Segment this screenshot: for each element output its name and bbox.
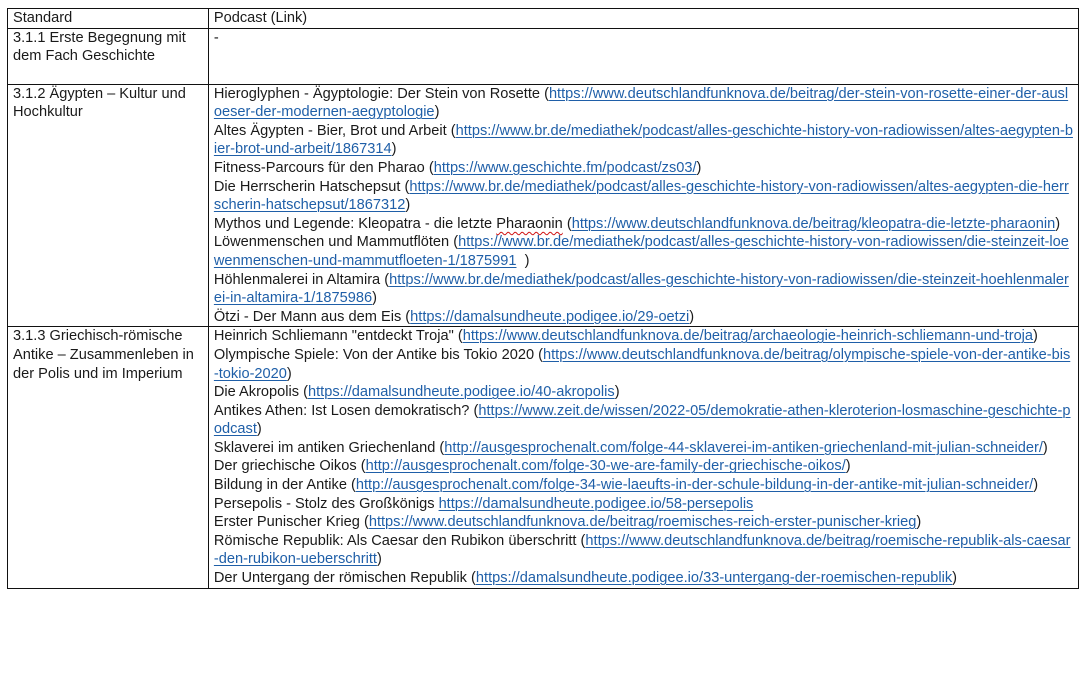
header-podcast: Podcast (Link) bbox=[208, 9, 1078, 29]
paren-close: ) bbox=[845, 458, 851, 475]
paren-open: ( bbox=[303, 384, 308, 401]
podcast-title: Der griechische Oikos bbox=[213, 458, 361, 475]
paren-open: ( bbox=[428, 159, 434, 176]
paren-close: ) bbox=[405, 197, 411, 214]
podcast-cell bbox=[208, 84, 1078, 327]
paren-open: ( bbox=[404, 178, 410, 195]
podcast-title: Die Herrscherin Hatschepsut bbox=[213, 178, 405, 195]
paren-open: ( bbox=[405, 308, 411, 325]
paren-close: ) bbox=[256, 421, 262, 438]
paren-close: ) bbox=[689, 308, 695, 325]
table-row bbox=[8, 84, 1079, 327]
paren-close: ) bbox=[1033, 477, 1039, 494]
podcast-link[interactable]: https://www.deutschlandfunknova.de/beitrag/roemische-republik-als-caesar-den-rubikon-ueberschritt bbox=[213, 532, 1071, 568]
paren-open: ( bbox=[473, 402, 479, 419]
podcast-entry bbox=[214, 327, 1074, 346]
podcast-title: Ötzi - Der Mann aus dem Eis bbox=[213, 308, 406, 325]
paren-close: ) bbox=[286, 365, 292, 382]
podcast-entry bbox=[214, 85, 1074, 122]
paren-close: ) bbox=[696, 159, 702, 176]
podcast-title: Der Untergang der römischen Republik bbox=[213, 570, 472, 587]
paren-close: ) bbox=[916, 514, 922, 531]
podcast-entry bbox=[214, 457, 1074, 476]
table-header-row bbox=[8, 9, 1079, 29]
podcast-table bbox=[7, 8, 1079, 589]
paren-open: ( bbox=[580, 532, 586, 549]
paren-open: ( bbox=[538, 346, 543, 363]
podcast-link[interactable]: http://ausgesprochenalt.com/folge-44-sklaverei-im-antiken-griechenland-mit-julian-schneider/ bbox=[444, 439, 1043, 456]
podcast-link[interactable]: https://www.zeit.de/wissen/2022-05/demokratie-athen-kleroterion-losmaschine-geschichte-podcast bbox=[213, 402, 1071, 438]
podcast-title: Antikes Athen: Ist Losen demokratisch? bbox=[213, 402, 474, 419]
podcast-link[interactable]: https://www.deutschlandfunknova.de/beitrag/olympische-spiele-von-der-antike-bis-tokio-2020 bbox=[213, 346, 1071, 382]
paren-close: ) bbox=[516, 252, 530, 269]
podcast-title: Mythos und Legende: Kleopatra - die letzte bbox=[213, 215, 497, 232]
podcast-link[interactable]: http://ausgesprochenalt.com/folge-30-we-are-family-der-griechische-oikos/ bbox=[365, 458, 846, 475]
podcast-link[interactable]: https://www.deutschlandfunknova.de/beitrag/archaeologie-heinrich-schliemann-und-troja bbox=[462, 328, 1034, 345]
paren-open: ( bbox=[450, 122, 456, 139]
paren-close: ) bbox=[1033, 328, 1038, 345]
podcast-entry bbox=[214, 271, 1074, 308]
podcast-title: Sklaverei im antiken Griechenland bbox=[213, 439, 440, 456]
podcast-entry bbox=[214, 122, 1074, 159]
podcast-link[interactable]: https://damalsundheute.podigee.io/33-untergang-der-roemischen-republik bbox=[475, 570, 953, 587]
standard-cell: 3.1.2 Ägypten – Kultur und Hochkultur bbox=[8, 84, 209, 327]
podcast-entry bbox=[214, 476, 1074, 495]
paren-open: ( bbox=[363, 514, 369, 531]
podcast-entry bbox=[214, 569, 1074, 588]
paren-open: ( bbox=[360, 458, 366, 475]
podcast-entry bbox=[214, 439, 1074, 458]
standard-cell: 3.1.1 Erste Begegnung mit dem Fach Geschichte bbox=[8, 28, 209, 84]
podcast-title: Die Akropolis bbox=[213, 384, 304, 401]
paren-open: ( bbox=[439, 439, 445, 456]
podcast-cell bbox=[208, 28, 1078, 84]
paren-close: ) bbox=[1042, 439, 1048, 456]
podcast-link[interactable]: https://www.br.de/mediathek/podcast/alles-geschichte-history-von-radiowissen/altes-aegypten-die-herrscherin-hatschepsut/1867312 bbox=[213, 178, 1069, 214]
paren-close: ) bbox=[1055, 215, 1061, 232]
paren-open: ( bbox=[471, 570, 476, 587]
paren-open: ( bbox=[384, 271, 390, 288]
podcast-entry bbox=[214, 308, 1074, 327]
podcast-entry bbox=[214, 346, 1074, 383]
podcast-title: Bildung in der Antike bbox=[213, 477, 351, 494]
paren-open: ( bbox=[453, 234, 459, 251]
podcast-entry bbox=[214, 215, 1074, 234]
podcast-entry bbox=[214, 513, 1074, 532]
paren-open: ( bbox=[457, 328, 463, 345]
podcast-title: Löwenmenschen und Mammutflöten bbox=[213, 234, 454, 251]
podcast-link[interactable]: https://damalsundheute.podigee.io/40-akropolis bbox=[308, 384, 615, 401]
podcast-link[interactable]: https://www.br.de/mediathek/podcast/alles-geschichte-history-von-radiowissen/die-steinzeit-hoehlenmalerei-in-altamira-1/1875986 bbox=[213, 271, 1069, 307]
header-standard: Standard bbox=[8, 9, 209, 29]
podcast-title: Höhlenmalerei in Altamira bbox=[213, 271, 385, 288]
podcast-entry bbox=[214, 402, 1074, 439]
podcast-link[interactable]: https://www.deutschlandfunknova.de/beitrag/roemisches-reich-erster-punischer-krieg bbox=[368, 514, 917, 531]
podcast-link[interactable]: https://www.br.de/mediathek/podcast/alles-geschichte-history-von-radiowissen/die-steinzeit-loewenmenschen-und-mammutfloeten-1/1875991 bbox=[213, 234, 1069, 269]
podcast-link[interactable]: https://www.br.de/mediathek/podcast/alles-geschichte-history-von-radiowissen/altes-aegypten-bier-brot-und-arbeit/1867314 bbox=[213, 122, 1073, 158]
podcast-title: Heinrich Schliemann "entdeckt Troja" bbox=[213, 328, 458, 345]
podcast-entry bbox=[214, 233, 1074, 270]
podcast-title: Römische Republik: Als Caesar den Rubikon überschritt bbox=[213, 532, 581, 549]
podcast-link[interactable]: http://ausgesprochenalt.com/folge-34-wie-laeufts-in-der-schule-bildung-in-der-antike-mit-julian-schneider/ bbox=[355, 477, 1034, 494]
paren-close: ) bbox=[614, 384, 620, 401]
podcast-entry bbox=[214, 532, 1074, 569]
podcast-entry bbox=[214, 383, 1074, 402]
podcast-cell bbox=[208, 327, 1078, 588]
empty-placeholder: - bbox=[213, 29, 219, 46]
podcast-title: Olympische Spiele: Von der Antike bis Tokio 2020 bbox=[213, 346, 539, 363]
paren-close: ) bbox=[376, 551, 382, 568]
spellcheck-flagged-word[interactable]: Pharaonin bbox=[496, 215, 563, 232]
paren-close: ) bbox=[391, 141, 397, 158]
paren-close: ) bbox=[952, 570, 957, 587]
podcast-link[interactable]: https://damalsundheute.podigee.io/29-oetzi bbox=[410, 308, 690, 325]
podcast-title: Erster Punischer Krieg bbox=[213, 514, 364, 531]
podcast-title: Hieroglyphen - Ägyptologie: Der Stein von Rosette bbox=[213, 85, 545, 102]
podcast-entry bbox=[214, 178, 1074, 215]
paren-close: ) bbox=[372, 290, 377, 307]
podcast-title: Altes Ägypten - Bier, Brot und Arbeit bbox=[213, 122, 451, 139]
podcast-link[interactable]: https://www.geschichte.fm/podcast/zs03/ bbox=[433, 159, 697, 176]
podcast-link[interactable]: https://www.deutschlandfunknova.de/beitrag/der-stein-von-rosette-einer-der-ausloeser-der-modernen-aegyptologie bbox=[213, 85, 1069, 121]
podcast-entry bbox=[214, 159, 1074, 178]
podcast-entry bbox=[214, 495, 1074, 514]
table-row bbox=[8, 28, 1079, 84]
paren-open: ( bbox=[566, 215, 572, 232]
standard-cell: 3.1.3 Griechisch-römische Antike – Zusammenleben in der Polis und im Imperium bbox=[8, 327, 209, 588]
paren-close: ) bbox=[434, 104, 440, 121]
podcast-title: Persepolis - Stolz des Großkönigs bbox=[213, 495, 439, 512]
paren-open: ( bbox=[544, 85, 549, 102]
paren-open: ( bbox=[351, 477, 356, 494]
podcast-link[interactable]: https://damalsundheute.podigee.io/58-persepolis bbox=[438, 495, 754, 512]
table-row bbox=[8, 327, 1079, 588]
podcast-link[interactable]: https://www.deutschlandfunknova.de/beitrag/kleopatra-die-letzte-pharaonin bbox=[571, 215, 1056, 232]
podcast-title: Fitness-Parcours für den Pharao bbox=[213, 159, 429, 176]
